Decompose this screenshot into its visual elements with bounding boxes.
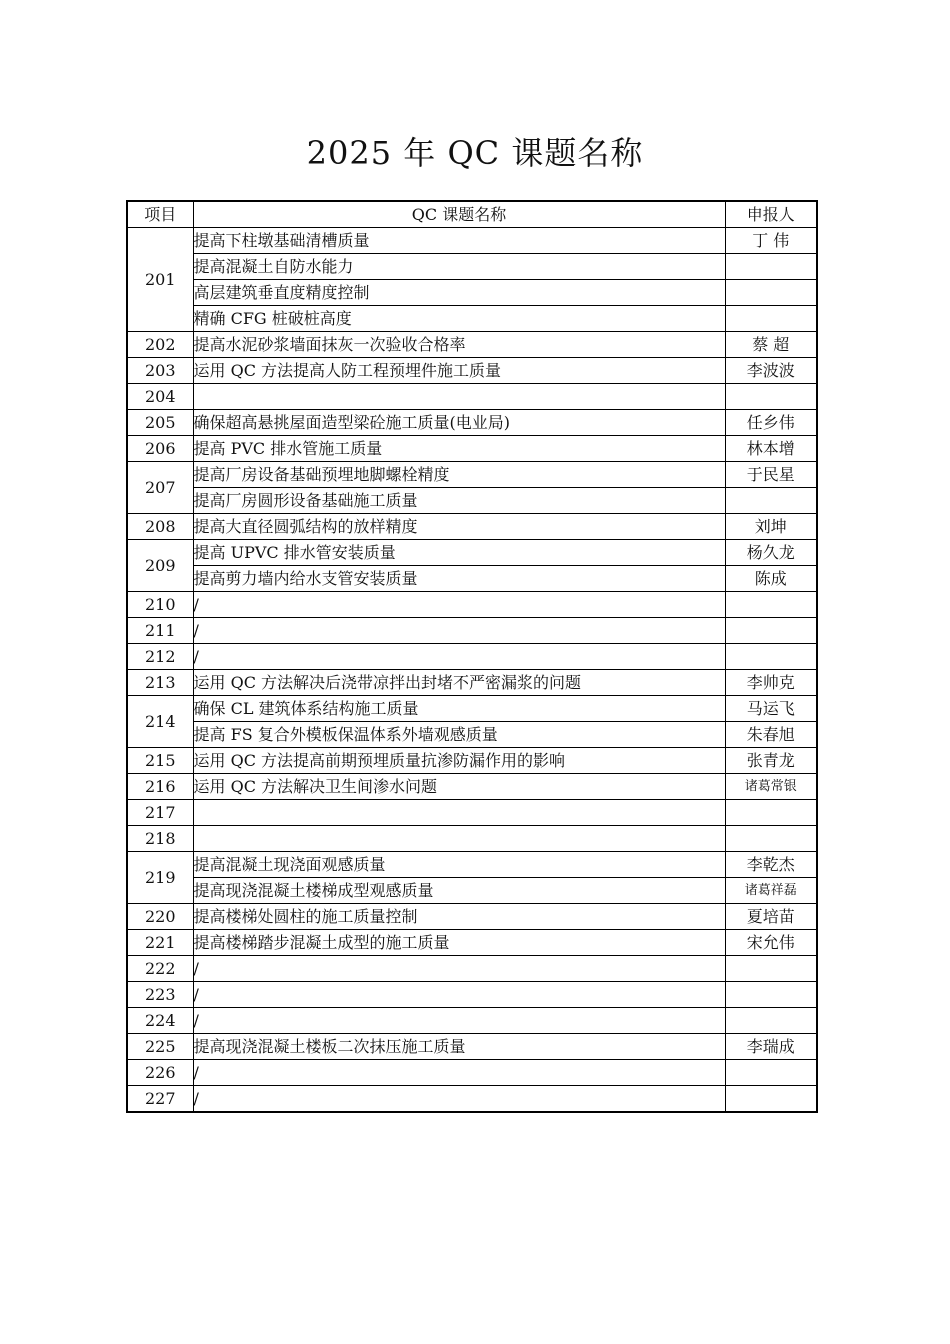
applicant-cell: 陈成 (725, 566, 817, 592)
table-row (127, 774, 817, 800)
applicant-cell: 于民星 (725, 462, 817, 488)
topic-name-cell: / (193, 982, 725, 1008)
item-number-cell: 204 (127, 384, 193, 410)
item-number-cell: 225 (127, 1034, 193, 1060)
table-body (127, 228, 817, 1113)
table-row (127, 358, 817, 384)
applicant-cell: 林本增 (725, 436, 817, 462)
table-row (127, 436, 817, 462)
table-row (127, 332, 817, 358)
table-row (127, 1060, 817, 1086)
applicant-cell (725, 1008, 817, 1034)
applicant-cell (725, 384, 817, 410)
topic-name-cell: 提高现浇混凝土楼板二次抹压施工质量 (193, 1034, 725, 1060)
applicant-cell: 李瑞成 (725, 1034, 817, 1060)
table-row (127, 904, 817, 930)
table-row (127, 826, 817, 852)
applicant-cell (725, 306, 817, 332)
table-row (127, 462, 817, 488)
table-row (127, 1008, 817, 1034)
item-number-cell: 212 (127, 644, 193, 670)
applicant-cell: 李帅克 (725, 670, 817, 696)
topic-name-cell: 提高楼梯踏步混凝土成型的施工质量 (193, 930, 725, 956)
item-number-cell: 211 (127, 618, 193, 644)
item-number-cell: 206 (127, 436, 193, 462)
table-row (127, 748, 817, 774)
applicant-cell: 刘坤 (725, 514, 817, 540)
table-row (127, 982, 817, 1008)
topic-name-cell: 提高混凝土现浇面观感质量 (193, 852, 725, 878)
applicant-cell (725, 956, 817, 982)
header-applicant: 申报人 (725, 201, 817, 228)
table-row (127, 696, 817, 722)
topic-name-cell: 确保 CL 建筑体系结构施工质量 (193, 696, 725, 722)
topic-name-cell: 运用 QC 方法提高前期预埋质量抗渗防漏作用的影响 (193, 748, 725, 774)
applicant-cell: 丁 伟 (725, 228, 817, 254)
applicant-cell: 李乾杰 (725, 852, 817, 878)
topic-name-cell: 运用 QC 方法提高人防工程预埋件施工质量 (193, 358, 725, 384)
item-number-cell: 223 (127, 982, 193, 1008)
item-number-cell: 217 (127, 800, 193, 826)
applicant-cell (725, 800, 817, 826)
applicant-cell: 诸葛常银 (725, 774, 817, 800)
topic-name-cell: 提高厂房圆形设备基础施工质量 (193, 488, 725, 514)
item-number-cell: 202 (127, 332, 193, 358)
topic-name-cell: 精确 CFG 桩破桩高度 (193, 306, 725, 332)
applicant-cell: 朱春旭 (725, 722, 817, 748)
applicant-cell (725, 280, 817, 306)
applicant-cell: 夏培苗 (725, 904, 817, 930)
table-row (127, 410, 817, 436)
item-number-cell: 219 (127, 852, 193, 904)
item-number-cell: 209 (127, 540, 193, 592)
item-number-cell: 208 (127, 514, 193, 540)
table-header-row (127, 201, 817, 228)
applicant-cell: 蔡 超 (725, 332, 817, 358)
topic-name-cell: 提高下柱墩基础清槽质量 (193, 228, 725, 254)
topic-name-cell: 提高 UPVC 排水管安装质量 (193, 540, 725, 566)
topic-name-cell: 提高剪力墙内给水支管安装质量 (193, 566, 725, 592)
table-row (127, 800, 817, 826)
table-row (127, 956, 817, 982)
applicant-cell (725, 618, 817, 644)
table-row (127, 488, 817, 514)
item-number-cell: 210 (127, 592, 193, 618)
table-row (127, 254, 817, 280)
table-row (127, 540, 817, 566)
header-item: 项目 (127, 201, 193, 228)
item-number-cell: 221 (127, 930, 193, 956)
topic-name-cell: 提高混凝土自防水能力 (193, 254, 725, 280)
item-number-cell: 216 (127, 774, 193, 800)
table-row (127, 566, 817, 592)
topic-name-cell: 提高厂房设备基础预埋地脚螺栓精度 (193, 462, 725, 488)
applicant-cell (725, 1060, 817, 1086)
item-number-cell: 220 (127, 904, 193, 930)
topic-name-cell: 提高现浇混凝土楼梯成型观感质量 (193, 878, 725, 904)
applicant-cell: 李波波 (725, 358, 817, 384)
table-row (127, 280, 817, 306)
item-number-cell: 213 (127, 670, 193, 696)
item-number-cell: 201 (127, 228, 193, 332)
table-row (127, 930, 817, 956)
topic-name-cell: 提高水泥砂浆墙面抹灰一次验收合格率 (193, 332, 725, 358)
item-number-cell: 222 (127, 956, 193, 982)
topic-name-cell: / (193, 1008, 725, 1034)
topic-name-cell: 提高楼梯处圆柱的施工质量控制 (193, 904, 725, 930)
table-row (127, 228, 817, 254)
topic-name-cell: 提高大直径圆弧结构的放样精度 (193, 514, 725, 540)
topic-name-cell: / (193, 1086, 725, 1113)
applicant-cell: 诸葛祥磊 (725, 878, 817, 904)
item-number-cell: 215 (127, 748, 193, 774)
item-number-cell: 218 (127, 826, 193, 852)
item-number-cell: 224 (127, 1008, 193, 1034)
applicant-cell (725, 826, 817, 852)
applicant-cell: 马运飞 (725, 696, 817, 722)
topic-name-cell: / (193, 592, 725, 618)
table-row (127, 644, 817, 670)
table-row (127, 670, 817, 696)
table-row (127, 618, 817, 644)
topic-name-cell: 高层建筑垂直度精度控制 (193, 280, 725, 306)
table-row (127, 306, 817, 332)
applicant-cell (725, 644, 817, 670)
applicant-cell: 任乡伟 (725, 410, 817, 436)
item-number-cell: 214 (127, 696, 193, 748)
topic-name-cell (193, 800, 725, 826)
item-number-cell: 203 (127, 358, 193, 384)
table-row (127, 592, 817, 618)
table-row (127, 722, 817, 748)
item-number-cell: 207 (127, 462, 193, 514)
applicant-cell (725, 982, 817, 1008)
topic-name-cell: 提高 PVC 排水管施工质量 (193, 436, 725, 462)
item-number-cell: 205 (127, 410, 193, 436)
topic-name-cell: 运用 QC 方法解决卫生间渗水问题 (193, 774, 725, 800)
topic-name-cell: 提高 FS 复合外模板保温体系外墙观感质量 (193, 722, 725, 748)
applicant-cell: 宋允伟 (725, 930, 817, 956)
applicant-cell: 杨久龙 (725, 540, 817, 566)
table-row (127, 384, 817, 410)
table-row (127, 514, 817, 540)
topic-name-cell (193, 826, 725, 852)
applicant-cell (725, 592, 817, 618)
table-row (127, 1034, 817, 1060)
applicant-cell: 张青龙 (725, 748, 817, 774)
topic-name-cell: 运用 QC 方法解决后浇带凉拌出封堵不严密漏浆的问题 (193, 670, 725, 696)
applicant-cell (725, 488, 817, 514)
item-number-cell: 227 (127, 1086, 193, 1113)
topic-name-cell: / (193, 644, 725, 670)
topic-name-cell: / (193, 618, 725, 644)
topic-name-cell: / (193, 1060, 725, 1086)
table-row (127, 1086, 817, 1113)
page-title: 2025 年 QC 课题名称 (306, 134, 644, 172)
topic-name-cell: 确保超高悬挑屋面造型梁砼施工质量(电业局) (193, 410, 725, 436)
applicant-cell (725, 254, 817, 280)
topic-name-cell: / (193, 956, 725, 982)
table-row (127, 878, 817, 904)
qc-topic-table (126, 200, 818, 1113)
table-row (127, 852, 817, 878)
applicant-cell (725, 1086, 817, 1113)
header-topic-name: QC 课题名称 (193, 201, 725, 228)
topic-name-cell (193, 384, 725, 410)
item-number-cell: 226 (127, 1060, 193, 1086)
